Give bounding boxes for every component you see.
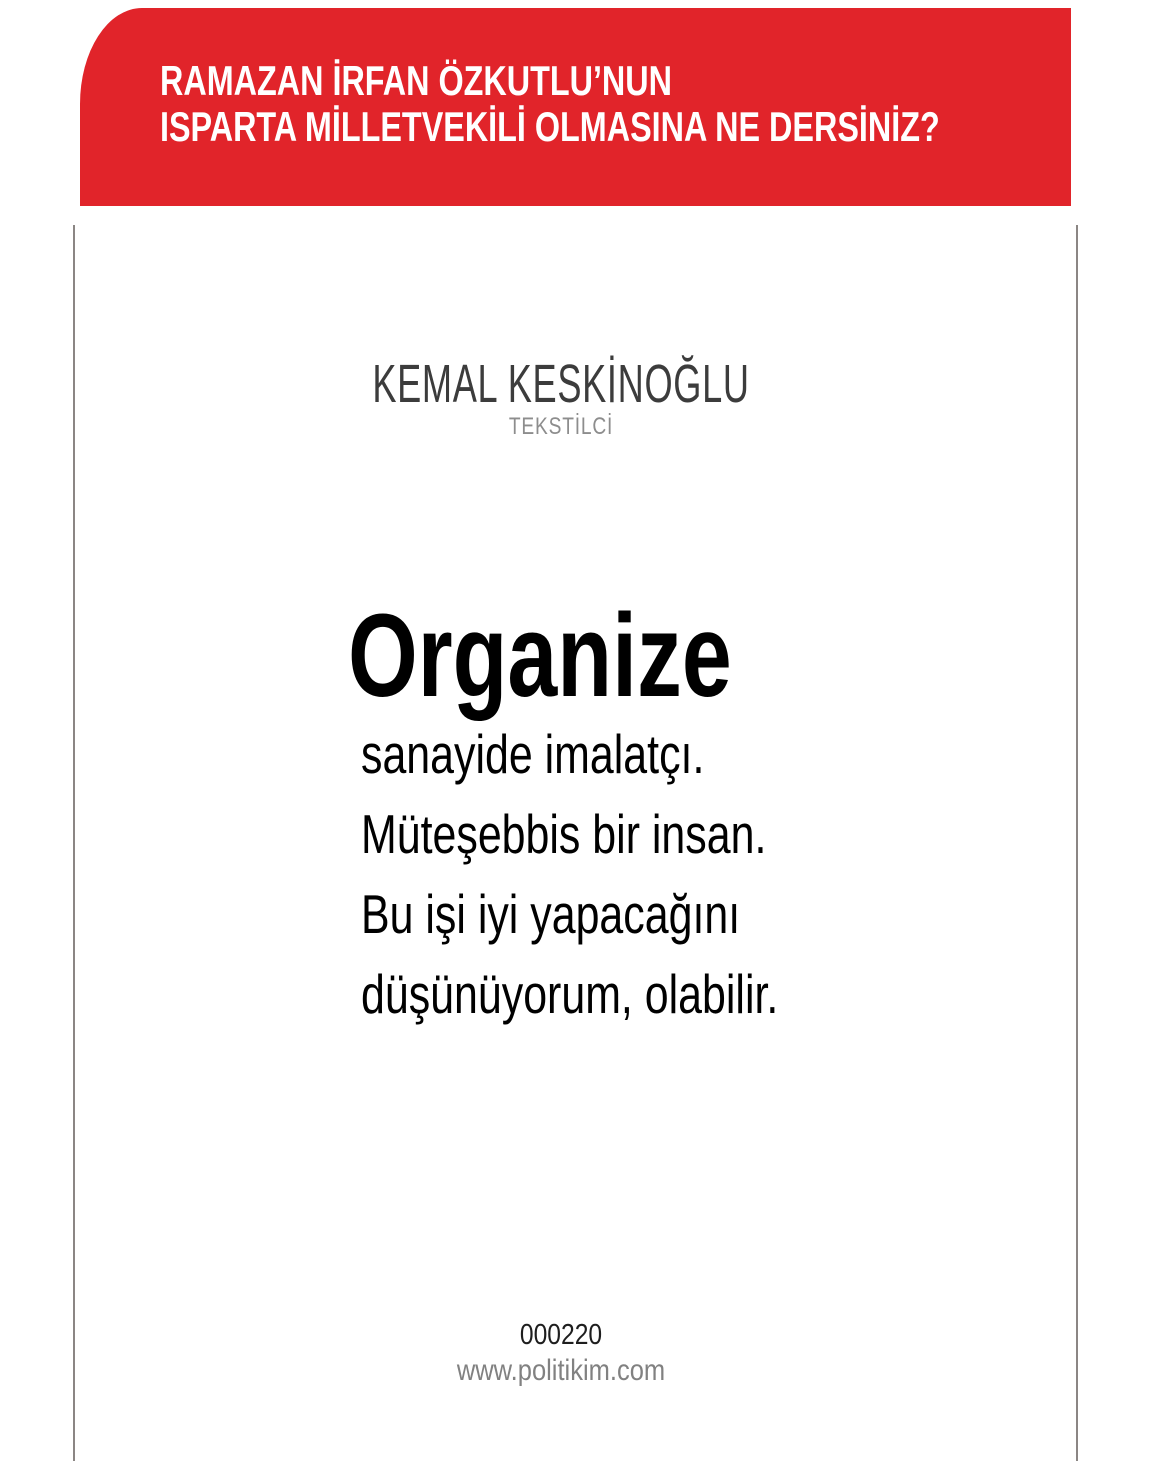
header-banner: [80, 8, 1071, 206]
quote-line: sanayide imalatçı.: [361, 723, 705, 785]
quote-emphasis-word: Organize: [348, 590, 732, 722]
quote-line: Müteşebbis bir insan.: [361, 803, 767, 865]
person-title: TEKSTİLCİ: [508, 413, 614, 440]
quote-line: düşünüyorum, olabilir.: [361, 963, 779, 1025]
footer-block: [0, 1318, 1122, 1389]
person-block: [0, 356, 1122, 442]
person-name: KEMAL KESKİNOĞLU: [372, 354, 750, 414]
quote-block: [348, 590, 896, 1034]
quote-line: Bu işi iyi yapacağını: [361, 883, 741, 945]
footer-website-url: www.politikim.com: [456, 1354, 666, 1387]
footer-code: 000220: [519, 1319, 603, 1351]
banner-question-line1: RAMAZAN İRFAN ÖZKUTLU’NUN: [160, 57, 673, 104]
banner-question-line2: ISPARTA MİLLETVEKİLİ OLMASINA NE DERSİNİZ?: [160, 103, 940, 150]
